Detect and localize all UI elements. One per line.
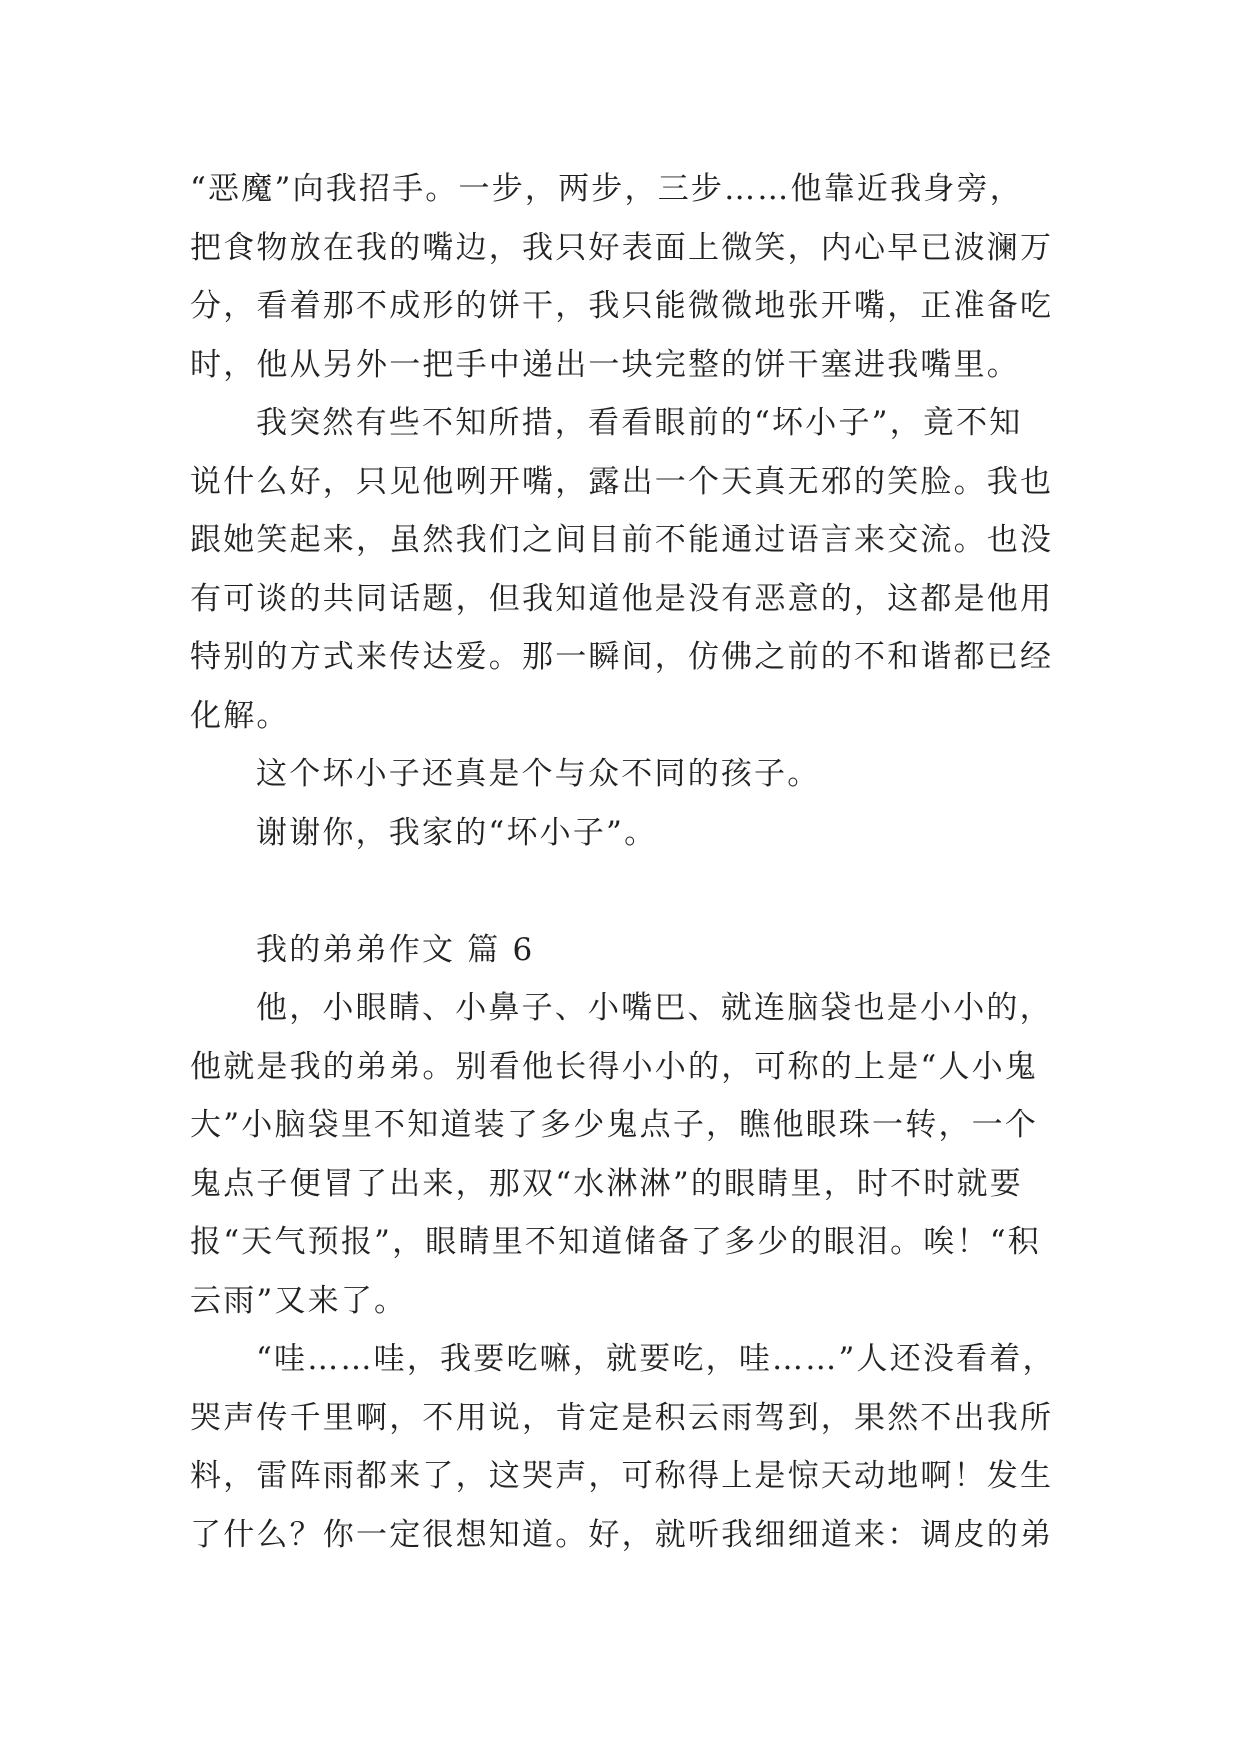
text-line: 了什么？你一定很想知道。好，就听我细细道来：调皮的弟 [190,1516,1054,1553]
paragraph-first-line: 我突然有些不知所措，看看眼前的“坏小子”，竟不知 [256,405,1023,441]
text-line: 跟她笑起来，虽然我们之间目前不能通过语言来交流。也没 [190,522,1054,558]
text-line: 分，看着那不成形的饼干，我只能微微地张开嘴，正准备吃 [190,288,1054,324]
text-line: “恶魔”向我招手。一步，两步，三步……他靠近我身旁， [190,171,1023,207]
paragraph-first-line: 这个坏小子还真是个与众不同的孩子。 [256,756,821,792]
text-line: 时，他从另外一把手中递出一块完整的饼干塞进我嘴里。 [190,346,1020,383]
text-line: 哭声传千里啊，不用说，肯定是积云雨驾到，果然不出我所 [190,1399,1054,1436]
text-line: 特别的方式来传达爱。那一瞬间，仿佛之前的不和谐都已经 [190,639,1054,675]
text-line: 大”小脑袋里不知道装了多少鬼点子，瞧他眼珠一转，一个 [190,1107,1039,1143]
text-line: 他就是我的弟弟。别看他长得小小的，可称的上是“人小鬼 [190,1048,1039,1085]
text-line: 有可谈的共同话题，但我知道他是没有恶意的，这都是他用 [190,580,1054,617]
section-heading: 我的弟弟作文 篇 6 [256,931,535,968]
text-line: 把食物放在我的嘴边，我只好表面上微笑，内心早已波澜万 [190,229,1054,266]
section-gap [190,862,1070,921]
paragraph-first-line: 谢谢你，我家的“坏小子”。 [256,814,658,851]
paragraph-first-line: “哇……哇，我要吃嘛，就要吃，哇……”人还没看着， [256,1341,1056,1377]
text-line: 云雨”又来了。 [190,1282,408,1319]
text-line: 鬼点子便冒了出来，那双“水淋淋”的眼睛里，时不时就要 [190,1165,1023,1202]
paragraph-first-line: 他，小眼睛、小鼻子、小嘴巴、就连脑袋也是小小的， [256,990,1053,1026]
text-line: 化解。 [190,697,290,734]
text-line: 料，雷阵雨都来了，这哭声，可称得上是惊天动地啊！发生 [190,1458,1054,1494]
document-body [190,160,1070,1564]
text-line: 说什么好，只见他咧开嘴，露出一个天真无邪的笑脸。我也 [190,463,1054,500]
text-line: 报“天气预报”，眼睛里不知道储备了多少的眼泪。唉！“积 [190,1224,1041,1260]
